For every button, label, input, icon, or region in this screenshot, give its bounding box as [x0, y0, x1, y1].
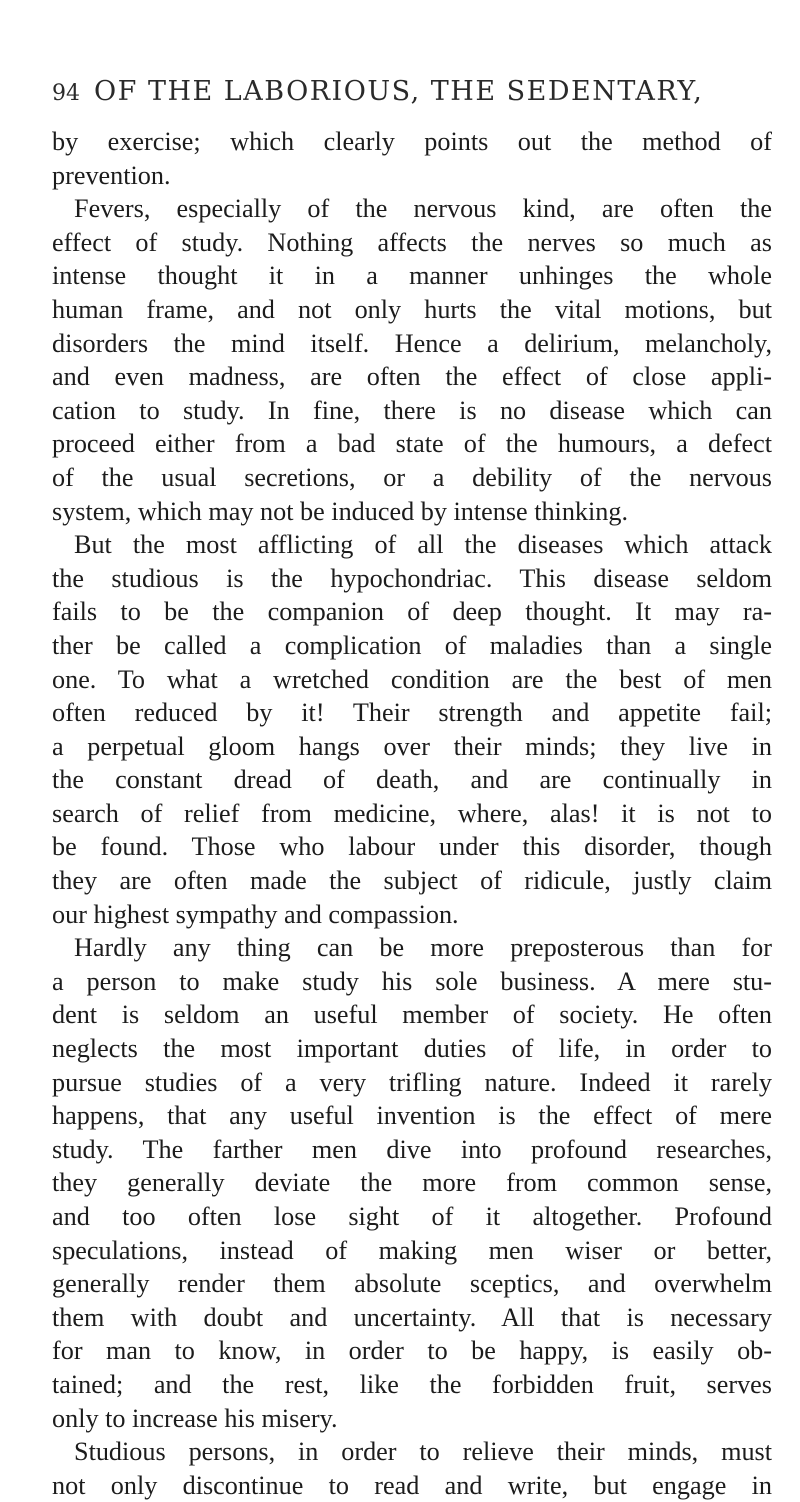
- text-line: them with doubt and uncertainty. All that is necessary: [52, 1302, 772, 1332]
- running-title: OF THE LABORIOUS, THE SEDENTARY,: [94, 76, 704, 107]
- text-line: proceed either from a bad state of the humours, a defect: [52, 429, 772, 459]
- text-line: happens, that any useful invention is the effect of mere: [52, 1101, 772, 1131]
- text-line: human frame, and not only hurts the vital motions, but: [52, 294, 772, 324]
- text-line: not only discontinue to read and write, but engage in: [52, 1470, 772, 1500]
- text-line: tained; and the rest, like the forbidden fruit, serves: [52, 1369, 772, 1399]
- page-number: 94: [52, 81, 80, 106]
- text-line: speculations, instead of making men wiser or better,: [52, 1235, 772, 1265]
- text-line: by exercise; which clearly points out the method of: [52, 127, 772, 156]
- text-line: Studious persons, in order to relieve their minds, must: [74, 1437, 772, 1467]
- text-line: effect of study. Nothing affects the nerves so much as: [52, 227, 772, 257]
- text-line: be found. Those who labour under this disorder, though: [52, 832, 772, 862]
- text-line: often reduced by it! Their strength and appetite fail;: [52, 698, 772, 728]
- text-line: the studious is the hypochondriac. This disease seldom: [52, 563, 772, 593]
- text-line: for man to know, in order to be happy, is easily ob-: [52, 1336, 772, 1366]
- text-line: generally render them absolute sceptics, and overwhelm: [52, 1269, 772, 1299]
- text-line: study. The farther men dive into profound researches,: [52, 1134, 772, 1164]
- text-line: ther be called a complication of maladies than a single: [52, 630, 772, 660]
- text-line: Hardly any thing can be more preposterous than for: [74, 933, 772, 963]
- text-line: a perpetual gloom hangs over their minds; they live in: [52, 731, 772, 761]
- text-line: the constant dread of death, and are continually in: [52, 765, 772, 795]
- text-line: Fevers, especially of the nervous kind, are often the: [74, 194, 772, 224]
- text-line: they generally deviate the more from common sense,: [52, 1168, 772, 1198]
- text-line: they are often made the subject of ridicule, justly claim: [52, 866, 772, 896]
- text-line: disorders the mind itself. Hence a delirium, melancholy,: [52, 328, 772, 358]
- text-line: pursue studies of a very trifling nature. Indeed it rarely: [52, 1067, 772, 1097]
- text-line: But the most afflicting of all the diseases which attack: [74, 530, 772, 560]
- text-line: fails to be the companion of deep thought. It may ra-: [52, 597, 772, 627]
- text-line: a person to make study his sole business. A mere stu-: [52, 966, 772, 996]
- running-head: [52, 76, 772, 107]
- text-line: and even madness, are often the effect of close appli-: [52, 362, 772, 392]
- text-line: of the usual secretions, or a debility of the nervous: [52, 462, 772, 492]
- text-line: cation to study. In fine, there is no disease which can: [52, 395, 772, 425]
- text-line: neglects the most important duties of life, in order to: [52, 1034, 772, 1064]
- text-line: dent is seldom an useful member of society. He often: [52, 1000, 772, 1030]
- text-line: our highest sympathy and compassion.: [52, 899, 459, 929]
- text-line: search of relief from medicine, where, alas! it is not to: [52, 798, 772, 828]
- body-text: [52, 125, 772, 1502]
- text-line: one. To what a wretched condition are the best of men: [52, 664, 772, 694]
- text-line: intense thought it in a manner unhinges the whole: [52, 261, 772, 291]
- text-line: and too often lose sight of it altogether. Profound: [52, 1202, 772, 1231]
- text-line: system, which may not be induced by intense thinking.: [52, 496, 629, 526]
- text-line: only to increase his misery.: [52, 1403, 338, 1433]
- text-line: prevention.: [52, 160, 171, 190]
